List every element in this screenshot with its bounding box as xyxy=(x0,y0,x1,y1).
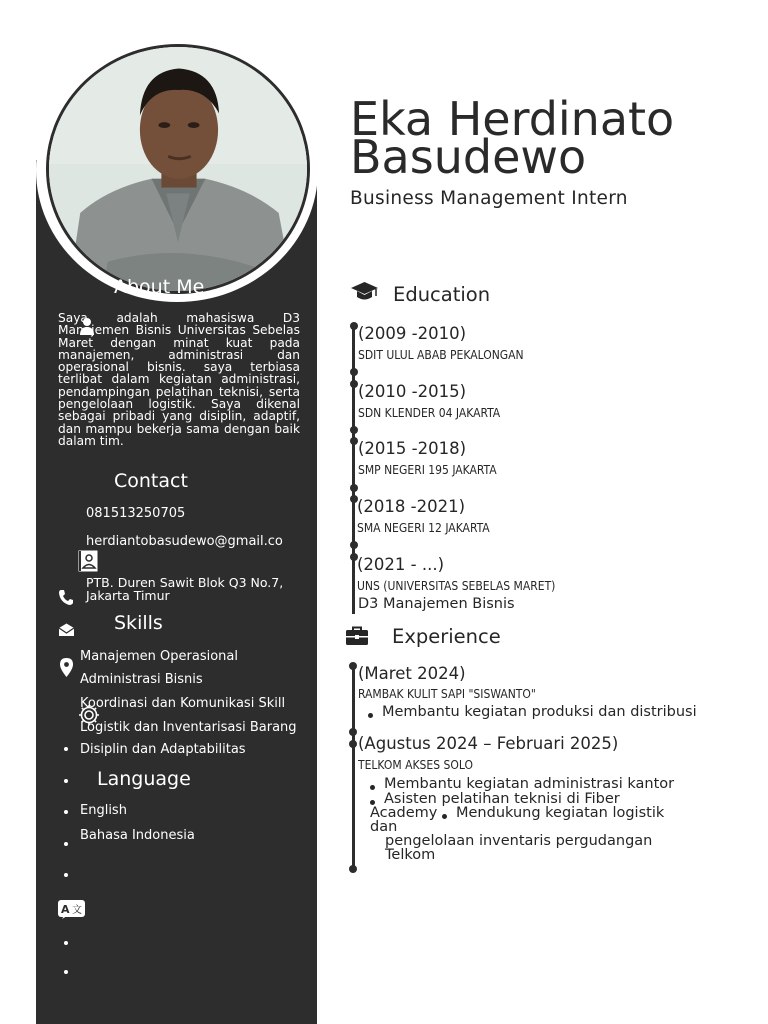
about-heading: About Me xyxy=(114,276,205,298)
experience-bullet: Membantu kegiatan produksi dan distribusi xyxy=(382,704,697,720)
timeline-node xyxy=(349,740,357,748)
timeline-node xyxy=(350,368,358,376)
graduation-cap-icon xyxy=(350,281,379,303)
contact-heading: Contact xyxy=(114,470,188,492)
bullet-dot xyxy=(370,785,375,790)
education-program: D3 Manajemen Bisnis xyxy=(358,596,515,612)
language-heading: Language xyxy=(97,768,191,790)
bullet-dot xyxy=(64,747,68,751)
experience-bullet: Membantu kegiatan administrasi kantor xyxy=(384,776,675,792)
education-school: SDN KLENDER 04 JAKARTA xyxy=(358,406,501,420)
phone-icon xyxy=(58,589,74,606)
education-years: (2018 -2021) xyxy=(357,497,466,516)
timeline-node xyxy=(350,484,358,492)
language-item: English xyxy=(80,803,127,818)
about-text: Saya adalah mahasiswa D3 Manajemen Bisnis Universitas Sebelas Maret dengan minat kuat pada manajemen, administrasi dan operasional bisnis. saya terbiasa terlibat dalam kegiatan administrasi, pendampingan pelatihan teknisi, serta pengelolaan logistik. Saya dikenal sebagai pribadi yang disiplin, adaptif, dan mampu bekerja sama dengan baik dalam tim. xyxy=(58,311,300,448)
bullet-dot xyxy=(64,941,68,945)
skill-item: Koordinasi dan Komunikasi Skill xyxy=(80,696,286,711)
svg-text:文: 文 xyxy=(72,905,82,916)
bullet-dot xyxy=(64,873,68,877)
skill-item: Logistik dan Inventarisasi Barang xyxy=(80,720,297,735)
skill-item: Administrasi Bisnis xyxy=(80,672,203,687)
timeline-node xyxy=(349,728,357,736)
timeline-node xyxy=(350,437,358,445)
education-years: (2015 -2018) xyxy=(358,439,467,458)
experience-bullet: Asisten pelatihan teknisi di Fiber xyxy=(384,791,620,807)
education-school: SMP NEGERI 195 JAKARTA xyxy=(358,463,497,477)
experience-company: RAMBAK KULIT SAPI "SISWANTO" xyxy=(358,687,536,701)
education-years: (2009 -2010) xyxy=(358,324,467,343)
bullet-dot xyxy=(64,779,68,783)
experience-company: TELKOM AKSES SOLO xyxy=(358,758,473,772)
experience-bullet: Mendukung kegiatan logistik xyxy=(456,805,665,821)
skill-item: Manajemen Operasional xyxy=(80,649,238,664)
experience-period: (Agustus 2024 – Februari 2025) xyxy=(358,734,619,753)
language-item: Bahasa Indonesia xyxy=(80,828,195,843)
skills-heading: Skills xyxy=(114,612,163,634)
bullet-dot xyxy=(64,842,68,846)
timeline-node xyxy=(350,380,358,388)
experience-bullet-cont: Telkom xyxy=(385,847,436,863)
bullet-dot xyxy=(64,810,68,814)
svg-text:A: A xyxy=(61,903,70,916)
envelope-icon xyxy=(58,622,75,636)
name-line1: Eka Herdinato xyxy=(350,92,675,146)
timeline-node xyxy=(349,865,357,873)
contact-address-line1: PTB. Duren Sawit Blok Q3 No.7, xyxy=(86,575,284,590)
location-pin-icon xyxy=(60,658,73,677)
name-line2: Basudewo xyxy=(350,130,587,184)
education-school: SDIT ULUL ABAB PEKALONGAN xyxy=(358,348,524,362)
education-school: UNS (UNIVERSITAS SEBELAS MARET) xyxy=(357,579,556,593)
experience-heading: Experience xyxy=(392,625,501,648)
experience-bullet-cont: pengelolaan inventaris pergudangan xyxy=(385,833,653,849)
education-years: (2021 - ...) xyxy=(357,555,445,574)
translate-icon xyxy=(58,900,85,920)
education-school: SMA NEGERI 12 JAKARTA xyxy=(357,521,490,535)
profile-photo xyxy=(46,44,310,294)
skill-item: Disiplin dan Adaptabilitas xyxy=(80,742,246,757)
timeline-node xyxy=(350,426,358,434)
job-title: Business Management Intern xyxy=(350,188,628,209)
timeline-node xyxy=(350,322,358,330)
contact-phone[interactable]: 081513250705 xyxy=(86,506,186,521)
timeline-node xyxy=(349,662,357,670)
bullet-dot xyxy=(442,814,447,819)
experience-timeline xyxy=(352,666,355,870)
experience-bullet-cont: Academy xyxy=(370,805,438,821)
timeline-node xyxy=(350,541,358,549)
education-years: (2010 -2015) xyxy=(358,382,467,401)
bullet-dot xyxy=(368,713,373,718)
bullet-dot xyxy=(64,970,68,974)
education-heading: Education xyxy=(393,283,491,306)
contact-email[interactable]: herdiantobasudewo@gmail.co xyxy=(86,534,283,549)
briefcase-icon xyxy=(345,626,369,646)
experience-period: (Maret 2024) xyxy=(358,664,466,683)
candidate-name xyxy=(350,92,675,184)
contact-address-line2: Jakarta Timur xyxy=(86,588,170,603)
experience-bullet-cont: dan xyxy=(370,819,398,835)
contact-card-icon xyxy=(77,549,99,573)
